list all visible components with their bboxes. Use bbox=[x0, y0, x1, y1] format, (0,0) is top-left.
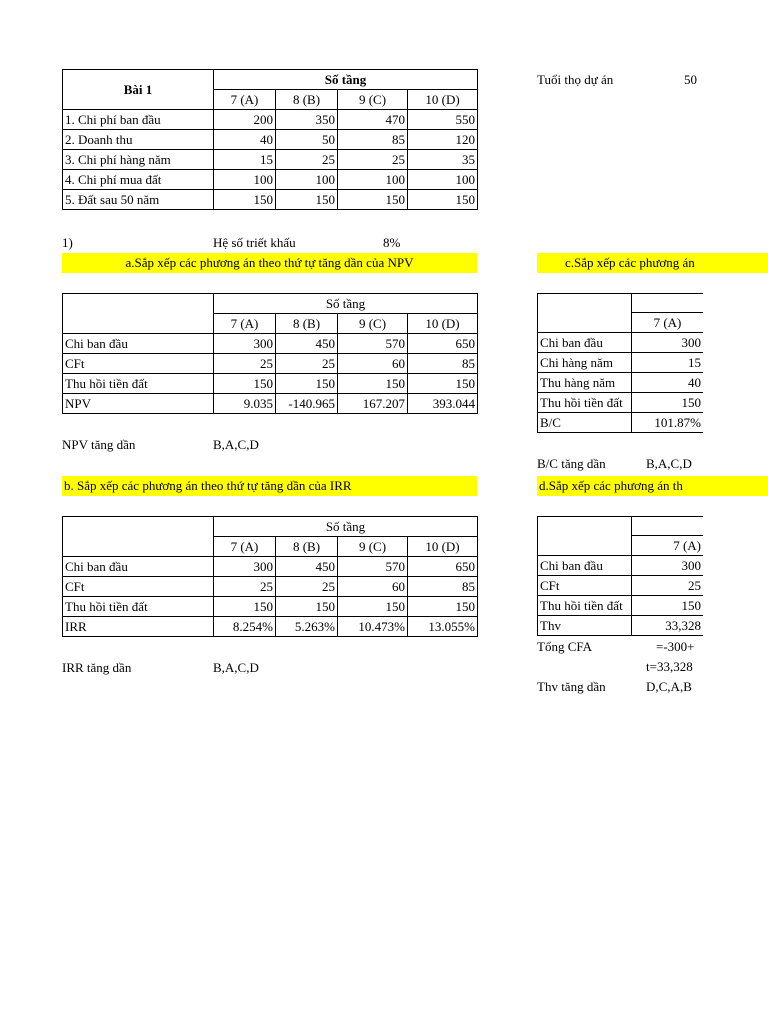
cell: 550 bbox=[408, 110, 478, 130]
table-row bbox=[63, 617, 478, 637]
cell: -140.965 bbox=[276, 394, 338, 414]
section-number: 1) bbox=[62, 235, 73, 250]
cell: 150 bbox=[214, 190, 276, 210]
npv-table bbox=[62, 293, 478, 414]
irr-order-label: IRR tăng dần bbox=[62, 660, 132, 675]
column-header: 10 (D) bbox=[408, 90, 478, 110]
input-data-table bbox=[62, 69, 478, 210]
npv-order-label: NPV tăng dần bbox=[62, 437, 136, 452]
table-row bbox=[63, 334, 478, 354]
column-header: 9 (C) bbox=[338, 314, 408, 334]
irr-order-value: B,A,C,D bbox=[213, 660, 259, 675]
table-row bbox=[63, 170, 478, 190]
cell: 150 bbox=[632, 596, 704, 616]
irr-table bbox=[62, 516, 478, 637]
table-corner bbox=[538, 294, 632, 333]
row-label: Chi ban đầu bbox=[538, 333, 632, 353]
row-label: Chi ban đầu bbox=[63, 334, 214, 354]
cell: 150 bbox=[214, 374, 276, 394]
row-label: Thv bbox=[538, 616, 632, 636]
cell: 120 bbox=[408, 130, 478, 150]
column-header: 7 (A) bbox=[214, 314, 276, 334]
row-label: Thu hồi tiền đất bbox=[538, 596, 632, 616]
thv-order-label: Thv tăng dần bbox=[537, 679, 606, 694]
row-label: IRR bbox=[63, 617, 214, 637]
table-corner bbox=[63, 294, 214, 334]
cell: 570 bbox=[338, 557, 408, 577]
cell: 15 bbox=[214, 150, 276, 170]
cell: 85 bbox=[408, 577, 478, 597]
cell: 9.035 bbox=[214, 394, 276, 414]
row-label: CFt bbox=[538, 576, 632, 596]
cell: 150 bbox=[408, 190, 478, 210]
row-label: NPV bbox=[63, 394, 214, 414]
cell: 570 bbox=[338, 334, 408, 354]
row-label: Thu hồi tiền đất bbox=[63, 374, 214, 394]
row-label: CFt bbox=[63, 577, 214, 597]
cell: 300 bbox=[632, 333, 704, 353]
row-label: 5. Đất sau 50 năm bbox=[63, 190, 214, 210]
cell: 150 bbox=[408, 374, 478, 394]
row-label: 4. Chi phí mua đất bbox=[63, 170, 214, 190]
cell: 150 bbox=[632, 393, 704, 413]
cell: 650 bbox=[408, 334, 478, 354]
table-row bbox=[63, 597, 478, 617]
cell: 25 bbox=[214, 577, 276, 597]
bc-order-value: B,A,C,D bbox=[646, 456, 692, 471]
cell: 5.263% bbox=[276, 617, 338, 637]
cell: 8.254% bbox=[214, 617, 276, 637]
cell: 150 bbox=[276, 597, 338, 617]
row-label: Thu hồi tiền đất bbox=[63, 597, 214, 617]
column-group-header bbox=[632, 517, 704, 536]
cell: 393.044 bbox=[408, 394, 478, 414]
cell: 101.87% bbox=[632, 413, 704, 433]
heading-bc: c.Sắp xếp các phương án bbox=[537, 253, 768, 273]
cell: 15 bbox=[632, 353, 704, 373]
cell: 100 bbox=[214, 170, 276, 190]
column-header: 8 (B) bbox=[276, 314, 338, 334]
row-label: CFt bbox=[63, 354, 214, 374]
cell: 150 bbox=[338, 374, 408, 394]
cell: 200 bbox=[214, 110, 276, 130]
column-group-header: Số tầng bbox=[214, 294, 478, 314]
table-row bbox=[63, 374, 478, 394]
bc-table bbox=[537, 293, 703, 433]
row-label: 3. Chi phí hàng năm bbox=[63, 150, 214, 170]
table-row bbox=[538, 556, 704, 576]
cell: 40 bbox=[632, 373, 704, 393]
thv-order-value: D,C,A,B bbox=[646, 679, 692, 694]
table-row bbox=[63, 557, 478, 577]
table-corner bbox=[63, 517, 214, 557]
cell: 300 bbox=[214, 557, 276, 577]
cell: 60 bbox=[338, 577, 408, 597]
cell: 300 bbox=[214, 334, 276, 354]
cell: 150 bbox=[408, 597, 478, 617]
row-label: Chi hàng năm bbox=[538, 353, 632, 373]
cell: 25 bbox=[276, 577, 338, 597]
npv-order-value: B,A,C,D bbox=[213, 437, 259, 452]
cell: 650 bbox=[408, 557, 478, 577]
thv-table-clip bbox=[537, 516, 703, 638]
table-row bbox=[538, 393, 704, 413]
column-header: 9 (C) bbox=[338, 537, 408, 557]
cell: 300 bbox=[632, 556, 704, 576]
column-header: 8 (B) bbox=[276, 90, 338, 110]
cell: 100 bbox=[408, 170, 478, 190]
cell: 150 bbox=[276, 190, 338, 210]
row-label: Thu hàng năm bbox=[538, 373, 632, 393]
cell: 85 bbox=[338, 130, 408, 150]
table-row bbox=[538, 616, 704, 636]
column-header: 9 (C) bbox=[338, 90, 408, 110]
row-label: Chi ban đầu bbox=[538, 556, 632, 576]
cell: 470 bbox=[338, 110, 408, 130]
cell: 25 bbox=[214, 354, 276, 374]
cell: 13.055% bbox=[408, 617, 478, 637]
table-row bbox=[63, 110, 478, 130]
cell: 10.473% bbox=[338, 617, 408, 637]
t-equation: t=33,328 bbox=[646, 659, 693, 674]
cell: 167.207 bbox=[338, 394, 408, 414]
discount-rate-label: Hệ số triết khấu bbox=[213, 235, 296, 250]
cell: 100 bbox=[338, 170, 408, 190]
table-row bbox=[538, 333, 704, 353]
column-header: 10 (D) bbox=[408, 537, 478, 557]
heading-irr: b. Sắp xếp các phương án theo thứ tự tăng dần của IRR bbox=[62, 476, 477, 496]
heading-npv: a.Sắp xếp các phương án theo thứ tự tăng dần của NPV bbox=[62, 253, 477, 273]
cell: 25 bbox=[338, 150, 408, 170]
cell: 25 bbox=[632, 576, 704, 596]
cell: 50 bbox=[276, 130, 338, 150]
cell: 450 bbox=[276, 334, 338, 354]
row-label: Thu hồi tiền đất bbox=[538, 393, 632, 413]
cell: 150 bbox=[276, 374, 338, 394]
column-header: 7 (A) bbox=[214, 537, 276, 557]
heading-thv: d.Sắp xếp các phương án th bbox=[537, 476, 768, 496]
tong-cfa-label: Tổng CFA bbox=[537, 639, 593, 654]
cell: 40 bbox=[214, 130, 276, 150]
cell: 150 bbox=[338, 597, 408, 617]
table-corner bbox=[538, 517, 632, 556]
bc-table-clip bbox=[537, 293, 703, 433]
cell: 60 bbox=[338, 354, 408, 374]
cell: 25 bbox=[276, 150, 338, 170]
column-header: 7 (A) bbox=[632, 313, 704, 333]
row-label: 1. Chi phí ban đầu bbox=[63, 110, 214, 130]
thv-table bbox=[537, 516, 703, 636]
table-row bbox=[63, 190, 478, 210]
column-group-header: Số tầng bbox=[214, 517, 478, 537]
table-row bbox=[538, 413, 704, 433]
lifetime-value: 50 bbox=[684, 72, 697, 87]
cell: 450 bbox=[276, 557, 338, 577]
cell: 25 bbox=[276, 354, 338, 374]
column-header: 8 (B) bbox=[276, 537, 338, 557]
discount-rate-value: 8% bbox=[383, 235, 401, 250]
column-header: 10 (D) bbox=[408, 314, 478, 334]
bc-order-label: B/C tăng dần bbox=[537, 456, 606, 471]
table-row bbox=[63, 150, 478, 170]
table-row bbox=[63, 394, 478, 414]
row-label: Chi ban đầu bbox=[63, 557, 214, 577]
column-group-header bbox=[632, 294, 704, 313]
row-label: B/C bbox=[538, 413, 632, 433]
table-row bbox=[63, 130, 478, 150]
table-row bbox=[538, 576, 704, 596]
table-row bbox=[538, 353, 704, 373]
lifetime-label: Tuổi thọ dự án bbox=[537, 72, 614, 87]
column-group-header: Số tầng bbox=[214, 70, 478, 90]
tong-cfa-value: =-300+ bbox=[656, 639, 695, 654]
column-header: 7 (A) bbox=[214, 90, 276, 110]
cell: 35 bbox=[408, 150, 478, 170]
cell: 85 bbox=[408, 354, 478, 374]
table-row bbox=[538, 373, 704, 393]
table-row bbox=[538, 596, 704, 616]
table-corner-label: Bài 1 bbox=[63, 70, 214, 110]
cell: 100 bbox=[276, 170, 338, 190]
cell: 350 bbox=[276, 110, 338, 130]
cell: 150 bbox=[338, 190, 408, 210]
table-row bbox=[63, 354, 478, 374]
row-label: 2. Doanh thu bbox=[63, 130, 214, 150]
column-header: 7 (A) bbox=[632, 536, 704, 556]
table-row bbox=[63, 577, 478, 597]
cell: 150 bbox=[214, 597, 276, 617]
cell: 33,328 bbox=[632, 616, 704, 636]
